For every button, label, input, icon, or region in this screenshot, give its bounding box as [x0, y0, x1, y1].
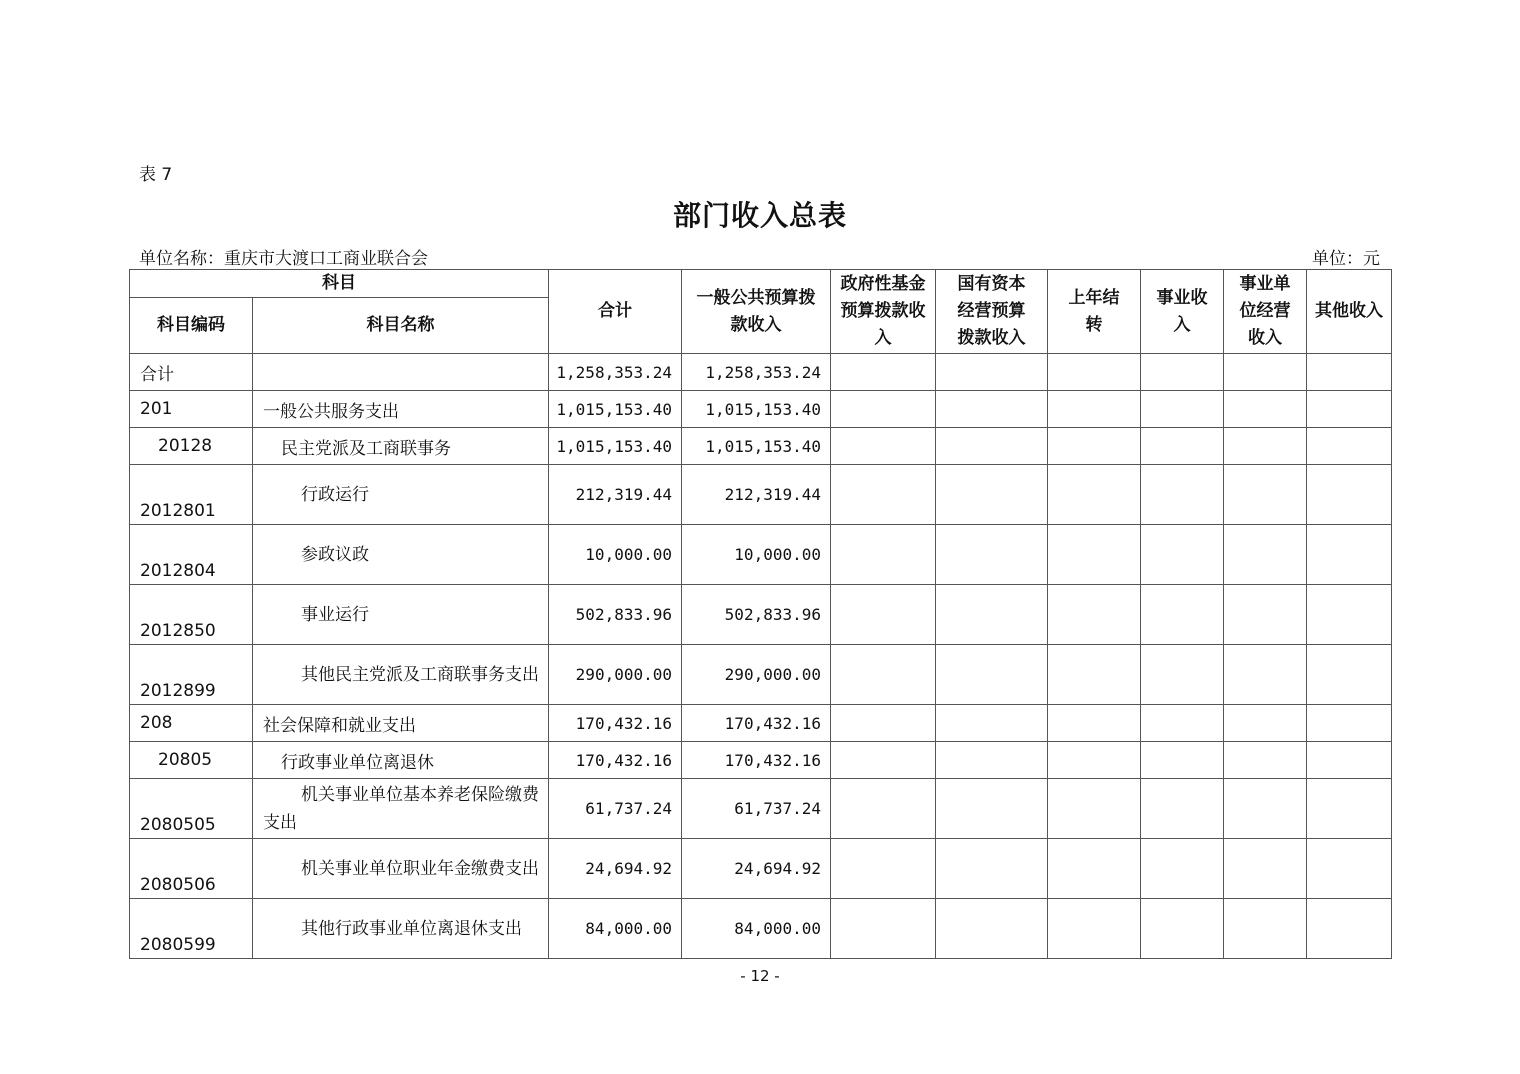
header-business-income: 事业收入	[1141, 270, 1224, 354]
cell-total: 1,258,353.24	[549, 354, 682, 391]
cell-code: 20128	[130, 428, 253, 465]
header-other-income: 其他收入	[1307, 270, 1392, 354]
table-row	[130, 465, 1392, 525]
cell-code: 2012850	[130, 585, 253, 645]
header-state-capital: 国有资本经营预算拨款收入	[936, 270, 1048, 354]
cell-total: 502,833.96	[549, 585, 682, 645]
cell-name: 事业运行	[253, 585, 549, 645]
cell-code: 2012801	[130, 465, 253, 525]
cell-name	[253, 354, 549, 391]
cell-name: 参政议政	[253, 525, 549, 585]
table-row	[130, 645, 1392, 705]
cell-name: 机关事业单位基本养老保险缴费支出	[253, 779, 549, 839]
cell-code: 2012899	[130, 645, 253, 705]
cell-general: 170,432.16	[682, 705, 831, 742]
cell-general: 24,694.92	[682, 839, 831, 899]
header-subject: 科目	[130, 270, 549, 298]
cell-code: 2080599	[130, 899, 253, 959]
cell-total: 1,015,153.40	[549, 428, 682, 465]
cell-code: 合计	[130, 354, 253, 391]
cell-total: 61,737.24	[549, 779, 682, 839]
cell-total: 170,432.16	[549, 742, 682, 779]
cell-name: 行政事业单位离退休	[253, 742, 549, 779]
cell-code: 2012804	[130, 525, 253, 585]
table-row	[130, 585, 1392, 645]
table-row	[130, 525, 1392, 585]
page-title: 部门收入总表	[672, 199, 847, 232]
cell-code: 2080505	[130, 779, 253, 839]
table-number: 表 7	[139, 165, 173, 185]
table-row	[130, 779, 1392, 839]
cell-name: 社会保障和就业支出	[253, 705, 549, 742]
organization-label: 单位名称：重庆市大渡口工商业联合会	[139, 249, 428, 269]
cell-code: 2080506	[130, 839, 253, 899]
cell-total: 170,432.16	[549, 705, 682, 742]
cell-name: 机关事业单位职业年金缴费支出	[253, 839, 549, 899]
header-carryover: 上年结转	[1048, 270, 1141, 354]
header-row-1	[130, 270, 1392, 298]
cell-total: 84,000.00	[549, 899, 682, 959]
cell-code: 208	[130, 705, 253, 742]
cell-total: 212,319.44	[549, 465, 682, 525]
table-row	[130, 742, 1392, 779]
header-unit-business-income: 事业单位经营收入	[1224, 270, 1307, 354]
table-row	[130, 839, 1392, 899]
header-total: 合计	[549, 270, 682, 354]
cell-general: 170,432.16	[682, 742, 831, 779]
cell-total: 1,015,153.40	[549, 391, 682, 428]
cell-name: 行政运行	[253, 465, 549, 525]
cell-code: 201	[130, 391, 253, 428]
cell-general: 84,000.00	[682, 899, 831, 959]
cell-general: 1,015,153.40	[682, 428, 831, 465]
cell-general: 1,015,153.40	[682, 391, 831, 428]
cell-code: 20805	[130, 742, 253, 779]
cell-general: 290,000.00	[682, 645, 831, 705]
table-row	[130, 354, 1392, 391]
cell-general: 61,737.24	[682, 779, 831, 839]
table-row	[130, 428, 1392, 465]
page-number: - 12 -	[740, 967, 780, 985]
table-row	[130, 705, 1392, 742]
cell-name: 民主党派及工商联事务	[253, 428, 549, 465]
cell-total: 10,000.00	[549, 525, 682, 585]
header-subject-name: 科目名称	[253, 298, 549, 354]
cell-total: 290,000.00	[549, 645, 682, 705]
unit-label: 单位：元	[1312, 249, 1380, 269]
cell-total: 24,694.92	[549, 839, 682, 899]
cell-general: 1,258,353.24	[682, 354, 831, 391]
cell-name: 一般公共服务支出	[253, 391, 549, 428]
cell-name: 其他行政事业单位离退休支出	[253, 899, 549, 959]
header-subject-code: 科目编码	[130, 298, 253, 354]
cell-general: 212,319.44	[682, 465, 831, 525]
table-row	[130, 391, 1392, 428]
cell-general: 502,833.96	[682, 585, 831, 645]
income-summary-table	[129, 269, 1392, 959]
header-general-budget: 一般公共预算拨款收入	[682, 270, 831, 354]
table-row	[130, 899, 1392, 959]
header-gov-fund: 政府性基金预算拨款收入	[831, 270, 936, 354]
cell-name: 其他民主党派及工商联事务支出	[253, 645, 549, 705]
cell-general: 10,000.00	[682, 525, 831, 585]
